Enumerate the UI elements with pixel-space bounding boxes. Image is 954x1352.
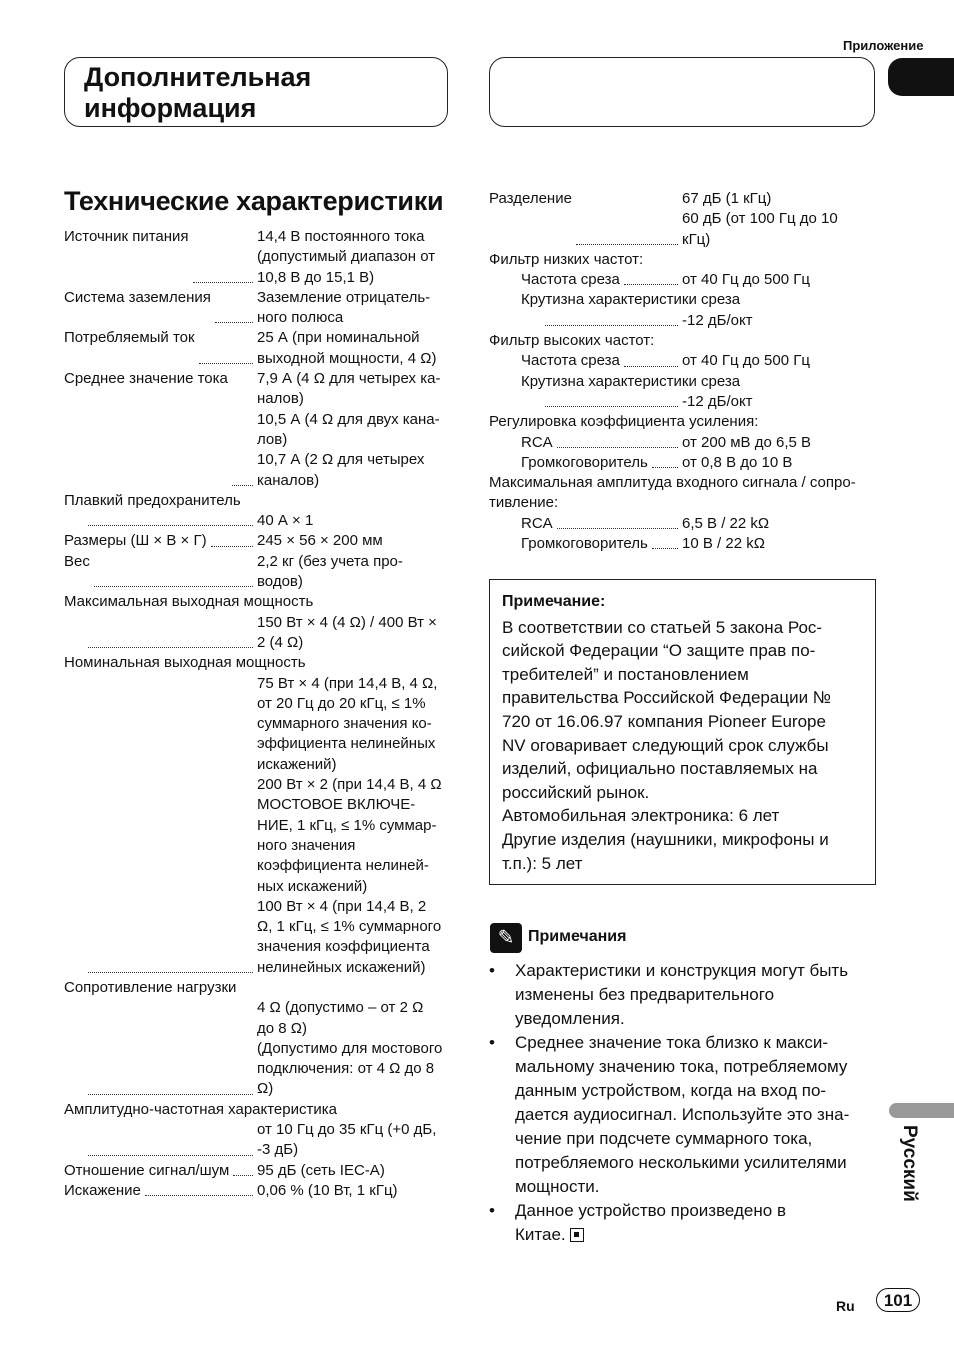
spec-value-line: 4 Ω (допустимо – от 2 Ω (257, 999, 424, 1017)
leader-dots (557, 433, 678, 448)
bullet-line: изменены без предварительного (515, 985, 775, 1004)
spec-text: Регулировка коэффициента усиления: (489, 413, 759, 431)
bullet-line: Данное устройство произведено в (515, 1201, 786, 1220)
spec-label (64, 369, 257, 491)
spec-label-text: Источник питания (64, 228, 189, 245)
leader-dots (193, 227, 253, 283)
section-title-line1: Дополнительная (84, 62, 312, 92)
empty-header-box (489, 57, 875, 127)
spec-label (489, 514, 682, 534)
leader-dots (88, 511, 253, 526)
leader-dots (88, 998, 253, 1094)
note-line: Автомобильная электроника: 6 лет (502, 806, 780, 826)
spec-row (64, 369, 454, 491)
spec-value-line: -3 дБ) (257, 1141, 299, 1159)
leader-dots (545, 311, 678, 326)
leader-dots (88, 1120, 253, 1156)
bullet-marker: • (489, 1201, 495, 1220)
spec-label (489, 392, 682, 412)
spec-value-line: 10 В / 22 kΩ (682, 535, 765, 553)
bullet-line: Китае. (515, 1223, 874, 1247)
end-mark-icon (570, 1228, 584, 1242)
language-code: Ru (836, 1298, 855, 1314)
leader-dots (557, 514, 678, 529)
section-title (84, 62, 311, 124)
spec-value-line: от 0,8 В до 10 В (682, 453, 793, 471)
spec-row (489, 311, 879, 331)
notes-list (489, 959, 874, 1247)
leader-dots (211, 531, 253, 546)
spec-value-line: 200 Вт × 2 (при 14,4 В, 4 Ω (257, 776, 442, 794)
spec-value-line: от 40 Гц до 500 Гц (682, 352, 810, 370)
spec-label (64, 227, 257, 288)
spec-value (257, 1120, 454, 1161)
spec-row (64, 674, 454, 978)
spec-label (64, 1181, 257, 1201)
spec-value-line: от 10 Гц до 35 кГц (+0 дБ, (257, 1121, 437, 1139)
spec-value (682, 270, 879, 290)
spec-value-line: 150 Вт × 4 (4 Ω) / 400 Вт × (257, 613, 437, 631)
spec-heading: Амплитудно-частотная характеристика (64, 1100, 337, 1118)
spec-row (489, 392, 879, 412)
bullet-text (515, 959, 874, 1031)
spec-label (489, 270, 682, 290)
spec-value (257, 613, 454, 654)
spec-value-line: до 8 Ω) (257, 1019, 307, 1037)
leader-dots (624, 270, 678, 285)
note-line: правительства Российской Федерации № (502, 688, 832, 708)
spec-value (257, 998, 454, 1099)
bullet-item (489, 959, 874, 1031)
spec-label-text: Система заземления (64, 288, 211, 306)
spec-value-line: Заземление отрицатель- (257, 288, 431, 306)
spec-value (257, 552, 454, 593)
bullet-line: данным устройством, когда на вход по- (515, 1081, 827, 1100)
bullet-line: чение при подсчете суммарного тока, (515, 1129, 813, 1148)
spec-row (64, 1120, 454, 1161)
spec-value (257, 674, 454, 978)
leader-dots (215, 288, 253, 324)
leader-dots (545, 392, 678, 407)
spec-value (682, 392, 879, 412)
spec-label (64, 531, 257, 551)
spec-label (64, 1161, 257, 1181)
spec-text: Фильтр высоких частот: (489, 332, 655, 350)
spec-value-line: 10,7 А (2 Ω для четырех (257, 451, 425, 469)
spec-value (682, 453, 879, 473)
spec-row (489, 351, 879, 371)
spec-label-text: Среднее значение тока (64, 370, 228, 388)
spec-value-line: 25 А (при номинальной (257, 329, 420, 347)
spec-value-line: (Допустимо для мостового (257, 1039, 443, 1057)
spec-row (64, 1161, 454, 1181)
note-line: сийской Федерации “О защите прав по- (502, 641, 816, 661)
spec-value-line: лов) (257, 430, 288, 448)
spec-label-text: Разделение (489, 190, 572, 207)
spec-label (489, 433, 682, 453)
bullet-marker: • (489, 961, 495, 980)
bullet-text (515, 1031, 874, 1199)
spec-value-line: искажений) (257, 755, 337, 773)
spec-value (257, 1181, 454, 1201)
spec-value (257, 511, 454, 531)
spec-label-text: Громкоговоритель (521, 453, 648, 471)
spec-value (257, 328, 454, 369)
leader-dots (88, 674, 253, 973)
bullet-text (515, 1199, 874, 1247)
spec-label (489, 189, 682, 250)
spec-label-text: RCA (521, 514, 553, 532)
notes-title: Примечания (528, 928, 627, 945)
spec-value-line: -12 дБ/окт (682, 392, 753, 410)
page-title: Технические характеристики (64, 186, 444, 216)
spec-text: Крутизна характеристики среза (521, 291, 741, 309)
spec-value-line: 95 дБ (сеть IEC-A) (257, 1161, 385, 1179)
spec-value-line: ных искажений) (257, 877, 368, 895)
spec-value-line: Ω, 1 кГц, ≤ 1% суммарного (257, 918, 442, 936)
spec-label-text: Размеры (Ш × В × Г) (64, 532, 207, 550)
spec-value-line: суммарного значения ко- (257, 715, 432, 733)
spec-value-line: эффициента нелинейных (257, 735, 436, 753)
language-tab-marker (889, 1103, 954, 1118)
spec-text: Крутизна характеристики среза (521, 372, 741, 390)
spec-label (489, 453, 682, 473)
spec-label (64, 552, 257, 593)
spec-heading: Плавкий предохранитель (64, 491, 241, 509)
note-line: российский рынок. (502, 782, 650, 802)
spec-value-line: 2 (4 Ω) (257, 633, 304, 651)
bullet-item (489, 1199, 874, 1247)
spec-row (64, 998, 454, 1099)
spec-value-line: подключения: от 4 Ω до 8 (257, 1060, 435, 1078)
bullet-line: мощности. (515, 1177, 600, 1196)
spec-label (64, 998, 257, 1099)
leader-dots (233, 1161, 253, 1176)
spec-value-line: НИЕ, 1 кГц, ≤ 1% суммар- (257, 816, 437, 834)
spec-value (682, 189, 879, 250)
spec-value (682, 433, 879, 453)
spec-value (682, 311, 879, 331)
note-box (489, 579, 876, 885)
spec-label-text: Отношение сигнал/шум (64, 1161, 230, 1179)
spec-row (489, 189, 879, 250)
spec-value-line: 0,06 % (10 Вт, 1 кГц) (257, 1181, 398, 1199)
note-line: 720 от 16.06.97 компания Pioneer Europe (502, 711, 826, 731)
leader-dots (652, 453, 678, 468)
spec-label-text: Частота среза (521, 271, 620, 289)
spec-label-text: Потребляемый ток (64, 329, 195, 347)
spec-label (489, 534, 682, 554)
spec-row (489, 453, 879, 473)
language-label: Русский (899, 1125, 920, 1202)
spec-heading: Максимальная выходная мощность (64, 593, 314, 611)
leader-dots (199, 328, 253, 364)
spec-value-line: от 40 Гц до 500 Гц (682, 271, 810, 289)
note-line: В соответствии со статьей 5 закона Рос- (502, 617, 823, 637)
bullet-line: мальному значению тока, потребляемому (515, 1057, 848, 1076)
spec-value-line: от 200 мВ до 6,5 В (682, 433, 812, 451)
spec-label (64, 288, 257, 329)
spec-text: тивление: (489, 494, 559, 512)
spec-value-line: от 20 Гц до 20 кГц, ≤ 1% (257, 694, 426, 712)
spec-value-line: (допустимый диапазон от (257, 248, 436, 266)
spec-label (489, 311, 682, 331)
spec-value-line: 40 А × 1 (257, 512, 314, 530)
spec-row (64, 552, 454, 593)
spec-row (64, 511, 454, 531)
note-text (502, 616, 863, 876)
bullet-line: Характеристики и конструкция могут быть (515, 961, 849, 980)
spec-row (64, 288, 454, 329)
bullet-item (489, 1031, 874, 1199)
spec-label-text: Искажение (64, 1181, 141, 1199)
spec-row (64, 531, 454, 551)
spec-row (64, 328, 454, 369)
spec-value-line: нелинейных искажений) (257, 958, 426, 976)
bullet-line: Среднее значение тока близко к макси- (515, 1033, 829, 1052)
spec-label-text: RCA (521, 433, 553, 451)
spec-value-line: 60 дБ (от 100 Гц до 10 (682, 210, 838, 228)
spec-value-line: водов) (257, 573, 303, 591)
spec-value-line: значения коэффициента (257, 938, 430, 956)
spec-label (64, 1120, 257, 1161)
spec-label (64, 328, 257, 369)
spec-value-line: 6,5 В / 22 kΩ (682, 514, 770, 532)
leader-dots (232, 369, 253, 486)
bullet-line: уведомления. (515, 1009, 625, 1028)
spec-value-line: 10,5 А (4 Ω для двух кана- (257, 410, 440, 428)
spec-row (489, 534, 879, 554)
page-number: 101 (876, 1288, 920, 1312)
note-line: Другие изделия (наушники, микрофоны и (502, 829, 829, 849)
spec-value-line: 100 Вт × 4 (при 14,4 В, 2 (257, 897, 427, 915)
spec-value-line: коэффициента нелиней- (257, 857, 429, 875)
note-line: т.п.): 5 лет (502, 853, 583, 873)
note-line: изделий, официально поставляемых на (502, 759, 818, 779)
spec-value-line: 67 дБ (1 кГц) (682, 190, 772, 207)
spec-row (64, 1181, 454, 1201)
spec-row (489, 270, 879, 290)
spec-label (489, 351, 682, 371)
leader-dots (94, 552, 253, 588)
spec-value-line: Ω) (257, 1080, 274, 1098)
spec-value-line: ного полюса (257, 309, 344, 327)
spec-text: Фильтр низких частот: (489, 250, 644, 268)
spec-value-line: 75 Вт × 4 (при 14,4 В, 4 Ω, (257, 674, 438, 692)
chapter-tab (888, 58, 954, 96)
spec-value-line: ного значения (257, 836, 356, 854)
spec-text: Максимальная амплитуда входного сигнала / сопро- (489, 474, 856, 492)
spec-value (257, 1161, 454, 1181)
leader-dots (624, 351, 678, 366)
spec-value-line: кГц) (682, 230, 711, 248)
spec-value-line: МОСТОВОЕ ВКЛЮЧЕ- (257, 796, 416, 814)
spec-value (257, 227, 454, 288)
spec-label (64, 511, 257, 531)
spec-value (257, 369, 454, 491)
spec-list-right (489, 189, 879, 554)
spec-value-line: 7,9 А (4 Ω для четырех ка- (257, 370, 441, 388)
spec-label-text: Громкоговоритель (521, 535, 648, 553)
spec-label-text: Вес (64, 552, 90, 570)
leader-dots (652, 534, 678, 549)
spec-value-line: выходной мощности, 4 Ω) (257, 349, 437, 367)
bullet-line: потребляемого несколькими усилителями (515, 1153, 847, 1172)
spec-value (682, 534, 879, 554)
spec-value (257, 531, 454, 551)
spec-label (64, 613, 257, 654)
spec-value (682, 351, 879, 371)
spec-heading: Сопротивление нагрузки (64, 978, 237, 996)
spec-label (64, 674, 257, 978)
note-line: NV оговаривает следующий срок службы (502, 735, 829, 755)
bullet-marker: • (489, 1033, 495, 1052)
spec-value-line: 14,4 В постоянного тока (257, 228, 425, 245)
spec-value-line: -12 дБ/окт (682, 311, 753, 329)
spec-row (64, 227, 454, 288)
leader-dots (145, 1181, 253, 1196)
spec-value-line: 2,2 кг (без учета про- (257, 552, 403, 570)
section-label: Приложение (843, 38, 924, 53)
spec-row (489, 433, 879, 453)
note-line: требителей” и постановлением (502, 664, 749, 684)
bullet-line: дается аудиосигнал. Используйте это зна- (515, 1105, 850, 1124)
leader-dots (88, 613, 253, 649)
pencil-icon: ✎ (490, 923, 522, 953)
spec-label-text: Частота среза (521, 352, 620, 370)
spec-row (64, 613, 454, 654)
spec-value-line: 245 × 56 × 200 мм (257, 532, 383, 550)
spec-value (682, 514, 879, 534)
note-title: Примечание: (502, 593, 606, 610)
spec-list-left (64, 227, 454, 1201)
spec-row (489, 514, 879, 534)
spec-value-line: 10,8 В до 15,1 В) (257, 268, 375, 286)
spec-heading: Номинальная выходная мощность (64, 654, 306, 672)
spec-value (257, 288, 454, 329)
leader-dots (576, 189, 678, 245)
spec-value-line: налов) (257, 390, 304, 408)
spec-value-line: каналов) (257, 471, 320, 489)
section-title-line2: информация (84, 93, 257, 123)
